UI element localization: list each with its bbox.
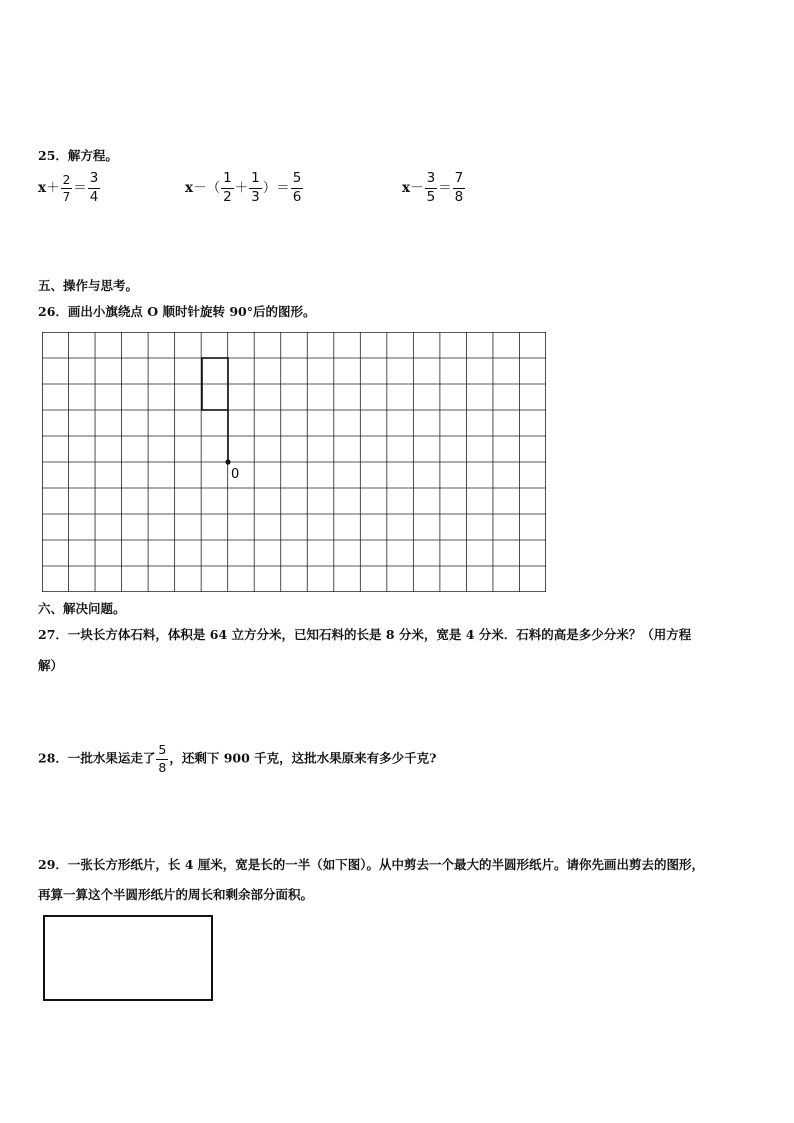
q27-line-2: 解） xyxy=(38,658,64,673)
eq1-frac1: $\frac{2}{7}$ xyxy=(62,172,71,204)
eq2-var: x xyxy=(185,180,194,196)
equation-2 xyxy=(185,172,304,204)
eq3-frac2: $\frac{7}{8}$ xyxy=(454,170,464,205)
eq3-equals: ＝ xyxy=(438,180,452,196)
eq3-frac1: $\frac{3}{5}$ xyxy=(426,170,436,205)
eq1-equals: ＝ xyxy=(73,180,87,196)
eq2-frac1: $\frac{1}{2}$ xyxy=(223,170,232,205)
eq1-frac2: $\frac{3}{4}$ xyxy=(89,170,99,205)
paper-rectangle[interactable] xyxy=(43,915,213,1001)
eq2-frac3: $\frac{5}{6}$ xyxy=(292,170,302,205)
q28-text xyxy=(38,744,436,774)
eq3-op: － xyxy=(410,180,424,196)
eq2-op: － xyxy=(193,180,207,196)
section-5-heading: 五、操作与思考。 xyxy=(38,278,139,293)
q27-line-1: 27．一块长方体石料，体积是 64 立方分米，已知石料的长是 8 分米，宽是 4 分米．石料的高是多少分米？（用方程 xyxy=(38,627,692,642)
point-o xyxy=(225,459,230,464)
q29-line-1: 29．一张长方形纸片，长 4 厘米，宽是长的一半（如下图）。从中剪去一个最大的半圆形纸片。请你先画出剪去的图形， xyxy=(38,857,705,872)
grid-lines xyxy=(42,332,546,592)
q28-prefix: 28．一批水果运走了 xyxy=(38,750,156,766)
equation-3 xyxy=(402,172,466,204)
eq2-equals: ＝ xyxy=(276,180,290,196)
q28-fraction: $\frac{5}{8}$ xyxy=(158,742,167,775)
eq2-plus: ＋ xyxy=(234,180,249,196)
q25-label: 25．解方程。 xyxy=(38,148,118,163)
eq2-lparen: （ xyxy=(206,180,221,196)
q28-suffix: ，还剩下 900 千克，这批水果原来有多少千克? xyxy=(169,750,437,766)
eq2-frac2: $\frac{1}{3}$ xyxy=(251,170,260,205)
rotation-grid[interactable] xyxy=(42,332,546,592)
eq2-rparen: ） xyxy=(262,180,277,196)
origin-label: 0 xyxy=(231,467,240,482)
equation-1 xyxy=(38,172,101,204)
q26-label: 26．画出小旗绕点 O 顺时针旋转 90°后的图形。 xyxy=(38,304,316,319)
q29-line-2: 再算一算这个半圆形纸片的周长和剩余部分面积。 xyxy=(38,887,314,902)
eq3-var: x xyxy=(402,180,411,196)
eq1-var: x xyxy=(38,180,47,196)
section-6-heading: 六、解决问题。 xyxy=(38,601,126,616)
eq1-op: ＋ xyxy=(46,180,60,196)
